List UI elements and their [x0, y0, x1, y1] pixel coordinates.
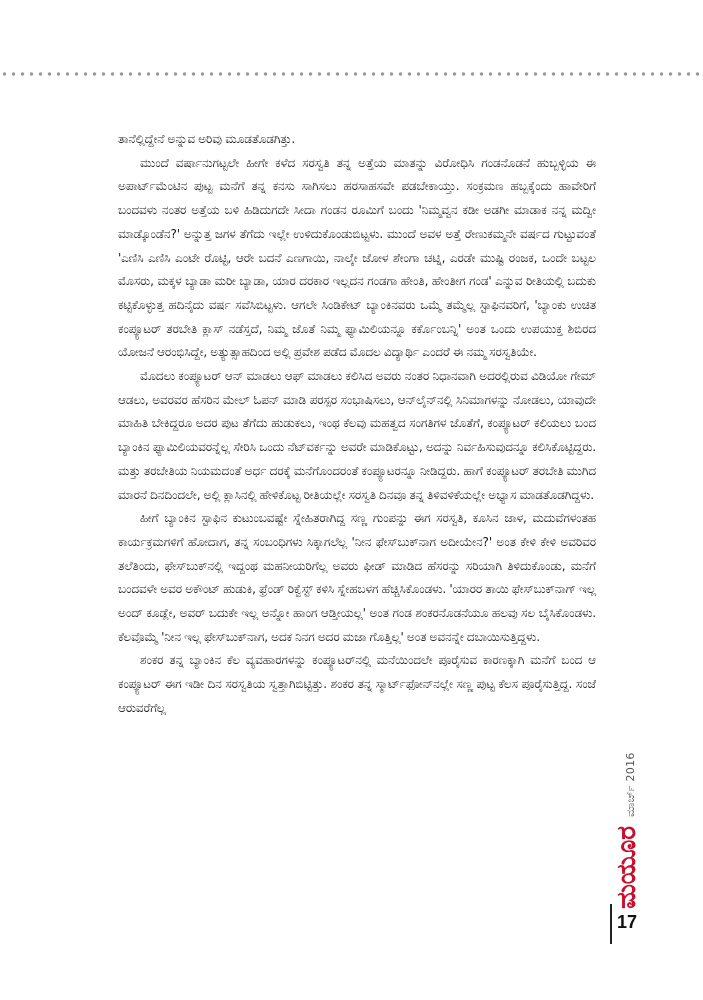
dotted-header-rule	[0, 70, 703, 78]
page-number: 17	[617, 912, 638, 932]
paragraph-5: ಶಂಕರ ತನ್ನ ಬ್ಯಾಂಕಿನ ಕೆಲ ವ್ಯವಹಾರಗಳನ್ನು ಕಂಪ್ಯೂಟರ್‌ನಲ್ಲಿ ಮನೆಯಿಂದಲೇ ಪೂರೈಸುವ ಕಾರಣಕ್ಕಾಗಿ ಮನೆಗೆ ಬಂದ ಆ ಕಂಪ್ಯೂಟರ್ ಈಗ ಇಡೀ ದಿನ ಸರಸ್ವತಿಯ ಸ್ವತ್ತಾಗಿಬಿಟ್ಟಿತ್ತು. ಶಂಕರ ತನ್ನ ಸ್ಮಾರ್ಟ್‌ಫೋನ್‌ನಲ್ಲೇ ಸಣ್ಣ ಪುಟ್ಟ ಕೆಲಸ ಪೂರೈಸುತ್ತಿದ್ದ. ಸಂಜೆ ಆರುವರೆಗೆಲ್ಲ	[118, 653, 596, 715]
magazine-logo: ಮಯೂರ	[612, 826, 642, 909]
paragraph-2: ಮುಂದೆ ವರ್ಷಾನುಗಟ್ಟಲೇ ಹೀಗೇ ಕಳೆದ ಸರಸ್ವತಿ ತನ್ನ ಅತ್ತೆಯ ಮಾತನ್ನು ವಿರೋಧಿಸಿ ಗಂಡನೊಡನೆ ಹುಬ್ಬಳ್ಳಿಯ ಈ ಅಪಾರ್ಟ್‌ಮೆಂಟಿನ ಪುಟ್ಟ ಮನೆಗೆ ತನ್ನ ಕನಸು ಸಾಗಿಸಲು ಹರಸಾಹಸವೇ ಪಡಬೇಕಾಯ್ತು. ಸಂಕ್ರಮಣ ಹಬ್ಬಕ್ಕೆಂದು ಹಾವೇರಿಗೆ ಬಂದವಳು ನಂತರ ಅತ್ತೆಯ ಬಳಿ ಹಿಡಿದುಗದೇ ಸೀದಾ ಗಂಡನ ರೂಮಿಗೆ ಬಂದು 'ನಿಮ್ಮವ್ವನ ಕಡೀ ಅಡಗೀ ಮಾಡಾಕ ನನ್ನ ಮದ್ವೀ ಮಾಡ್ಕೊಂಡೆನ?' ಅನ್ನುತ್ತ ಜಗಳ ತೆಗೆದು ಇಲ್ಲೇ ಉಳಿದುಕೊಂಡುಬಿಟ್ಟಳು. ಮುಂದೆ ಅವಳ ಅತ್ತೆ ರೇಣುಕಮ್ಮನೇ ವರ್ಷದ ಗುಟ್ಟುವಂತೆ 'ಎಣಿಸಿ ಎಣಿಸಿ ಎಂಟೇ ರೊಟ್ಟಿ, ಆರೇ ಬದನೆ ಎಣಗಾಯಿ, ನಾಲ್ಕೇ ಜೋಳ ಶೇಂಗಾ ಚಟ್ನಿ, ಎರಡೇ ಮುಷ್ಟಿ ರಂಜಕ, ಒಂದೇ ಬಟ್ಟಲ ಮೊಸರು, ಮಕ್ಕಳ ಬ್ಯಾಡಾ ಮರೀ ಬ್ಯಾಡಾ, ಯಾರ ದರಕಾರ ಇಲ್ಲದನ ಗಂಡಗಾ ಹೇಂತಿ, ಹೇಂತೀಗ ಗಂಡ' ಎನ್ನುವ ರೀತಿಯಲ್ಲಿ ಬದುಕು ಕಟ್ಟಿಕೊಳ್ಳುತ್ತ ಹದಿನೈದು ವರ್ಷ ಸವೆಸಿಬಿಟ್ಟಳು. ಆಗಲೇ ಸಿಂಡಿಕೇಟ್ ಬ್ಯಾಂಕಿನವರು ಒಮ್ಮೆ ತಮ್ಮೆಲ್ಲ ಸ್ಟಾಫಿನವರಿಗೆ, 'ಬ್ಯಾಂಕು ಉಚಿತ ಕಂಪ್ಯೂಟರ್ ತರಬೇತಿ ಕ್ಲಾಸ್ ನಡೆಸ್ತದೆ, ನಿಮ್ಮ ಜೊತೆ ನಿಮ್ಮ ಫ್ಯಾಮಿಲಿಯನ್ನೂ ಕರ್ಕೊಂಬನ್ನಿ' ಅಂತ ಒಂದು ಉಪಯುಕ್ತ ಶಿಬಿರದ ಯೋಜನೆ ಆರಂಭಿಸಿದ್ದೇ, ಅತ್ಯುತ್ಸಾಹದಿಂದ ಅಲ್ಲಿ ಪ್ರವೇಶ ಪಡೆದ ಮೊದಲ ವಿದ್ಯಾರ್ಥಿ ಎಂದರೆ ಈ ನಮ್ಮ ಸರಸ್ವತಿಯೇ.	[118, 155, 596, 360]
paragraph-1: ತಾನೆಲ್ಲಿದ್ದೇನೆ ಅನ್ನುವ ಅರಿವು ಮೂಡತೊಡಗಿತ್ತು.	[118, 132, 296, 146]
article-body	[118, 128, 596, 721]
paragraph-4: ಹೀಗೆ ಬ್ಯಾಂಕಿನ ಸ್ಟಾಫಿನ ಕುಟುಂಬವಷ್ಟೇ ಸ್ನೇಹಿತರಾಗಿದ್ದ ಸಣ್ಣ ಗುಂಪನ್ನು ಈಗ ಸರಸ್ವತಿ, ಕೂಸಿನ ಜಾಳ, ಮದುವೆಗಳಂತಹ ಕಾರ್ಯಕ್ರಮಗಳಿಗೆ ಹೋದಾಗ, ತನ್ನ ಸಂಬಂಧಿಗಳು ಸಿಕ್ಕಾಗಲೆಲ್ಲ 'ನೀನ ಫೇಸ್‌ಬುಕ್‌ನಾಗ ಅದೀಯೇನ?' ಅಂತ ಕೇಳಿ ಕೇಳಿ ಅವರಿವರ ತಲೆತಿಂದು, ಫೇಸ್‌ಬುಕ್‌ನಲ್ಲಿ ಇದ್ದಂಥ ಮಹನೀಯರಿಗೆಲ್ಲ ಅವರು ಫೀಡ್ ಮಾಡಿದ ಹೆಸರನ್ನು ಸರಿಯಾಗಿ ತಿಳಿದುಕೊಂಡು, ಮನೆಗೆ ಬಂದವಳೇ ಅವರ ಅಕೌಂಟ್ ಹುಡುಕಿ, ಫ್ರೆಂಡ್ ರಿಕ್ವೆಸ್ಟ್ ಕಳಿಸಿ ಸ್ನೇಹಬಳಗ ಹೆಚ್ಚಿಸಿಕೊಂಡಳು. 'ಯಾರರ ತಾಯಿ ಫೇಸ್‌ಬುಕ್‌ನಾಗ್ ಇಲ್ಲ ಅಂದ್ ಕೂಡ್ಲೇ, ಅವರ್ ಬದುಕೇ ಇಲ್ಲ ಅನ್ನೋ ಹಾಂಗ ಆಡ್ತೀಯಲ್ಲ' ಅಂತ ಗಂಡ ಶಂಕರನೊಡನೆಯೂ ಹಲವು ಸಲ ಬೈಸಿಕೊಂಡಳು. ಕೆಲವೊಮ್ಮೆ 'ನೀನ ಇಲ್ಲ ಫೇಸ್‌ಬುಕ್‌ನಾಗ, ಅದಕ ನಿನಗ ಅದರ ಮಜಾ ಗೊತ್ತಿಲ್ಲ' ಅಂತ ಅವನನ್ನೇ ದಬಾಯಿಸುತ್ತಿದ್ದಳು.	[118, 511, 596, 644]
page-number-divider	[610, 904, 612, 944]
issue-date: ಮಾರ್ಚ್ 2016	[624, 752, 637, 817]
paragraph-3: ಮೊದಲು ಕಂಪ್ಯೂಟರ್ ಆನ್ ಮಾಡಲು ಆಫ್ ಮಾಡಲು ಕಲಿಸಿದ ಅವರು ನಂತರ ನಿಧಾನವಾಗಿ ಅದರಲ್ಲಿರುವ ವಿಡಿಯೋ ಗೇಮ್ ಆಡಲು, ಅವರವರ ಹೆಸರಿನ ಮೇಲ್ ಓಪನ್ ಮಾಡಿ ಪರಸ್ಪರ ಸಂಭಾಷಿಸಲು, ಆನ್‌ಲೈನ್‌ನಲ್ಲಿ ಸಿನಿಮಾಗಳನ್ನು ನೋಡಲು, ಯಾವುದೇ ಮಾಹಿತಿ ಬೇಕಿದ್ದರೂ ಅದರ ಪುಟ ತೆಗೆದು ಹುಡುಕಲು, ಇಂಥ ಕೆಲವು ಮಹತ್ವದ ಸಂಗತಿಗಳ ಜೊತೆಗೆ, ಕಂಪ್ಯೂಟರ್ ಕಲಿಯಲು ಬಂದ ಬ್ಯಾಂಕಿನ ಫ್ಯಾಮಿಲಿಯವರನ್ನೆಲ್ಲ ಸೇರಿಸಿ ಒಂದು ನೆಟ್‌ವರ್ಕನ್ನು ಅವರೇ ಮಾಡಿಕೊಟ್ಟು, ಅದನ್ನು ನಿರ್ವಹಿಸುವುದನ್ನೂ ಕಲಿಸಿಕೊಟ್ಟಿದ್ದರು. ಮತ್ತು ತರಬೇತಿಯ ನಿಯಮದಂತೆ ಅರ್ಧ ದರಕ್ಕೆ ಮನೆಗೊಂದರಂತೆ ಕಂಪ್ಯೂಟರನ್ನೂ ನೀಡಿದ್ದರು. ಹಾಗೆ ಕಂಪ್ಯೂಟರ್ ತರಬೇತಿ ಮುಗಿದ ಮಾರನೆ ದಿನದಿಂದಲೇ, ಅಲ್ಲಿ ಕ್ಲಾಸಿನಲ್ಲಿ ಹೇಳಿಕೊಟ್ಟ ರೀತಿಯಲ್ಲೇ ಸರಸ್ವತಿ ದಿನವೂ ತನ್ನ ತಿಳಿವಳಿಕೆಯಲ್ಲೇ ಅಭ್ಯಾಸ ಮಾಡತೊಡಗಿದ್ದಳು.	[118, 369, 596, 502]
